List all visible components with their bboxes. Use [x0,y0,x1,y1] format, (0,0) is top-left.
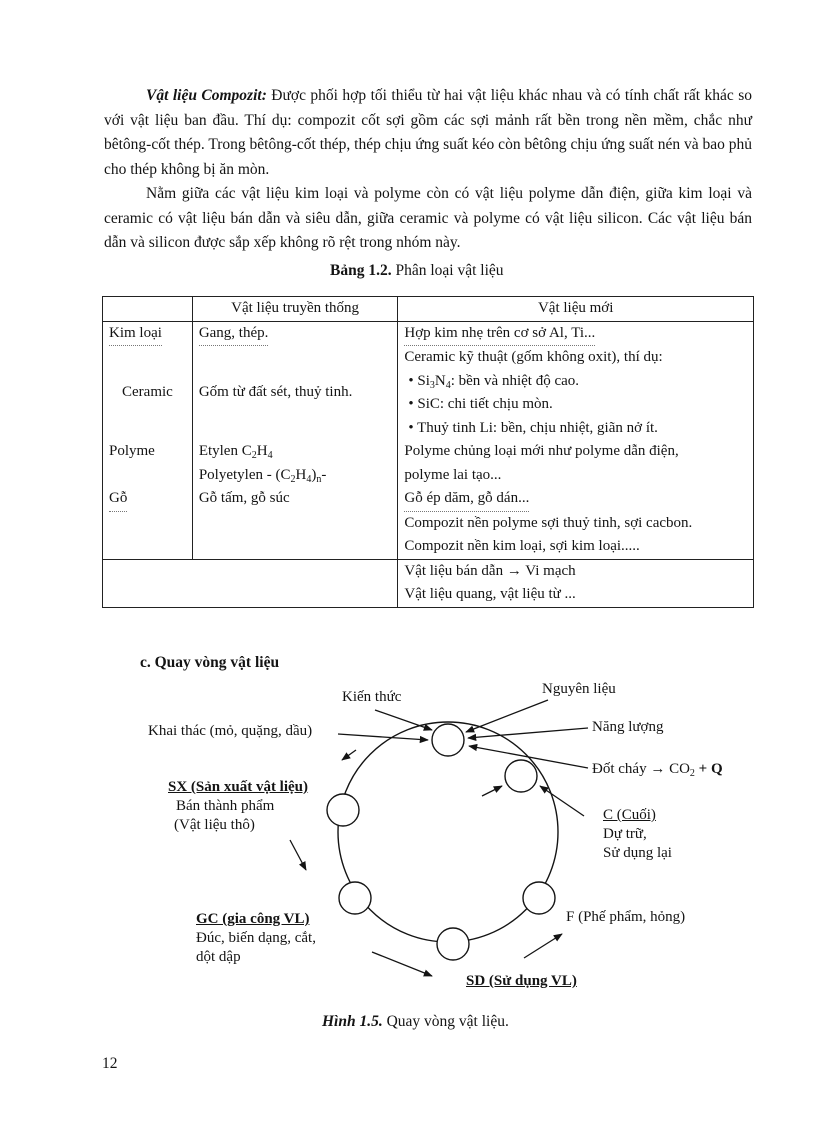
label-sd: SD (Sử dụng VL) [466,973,577,989]
label-c-line1: Dự trữ, [603,826,647,842]
arrow-sd-to-f [524,934,562,958]
label-c-line2: Sử dụng lại [603,845,672,861]
new-text-bullet-sic: • SiC: chi tiết chịu mòn. [408,396,553,412]
new-text-line: Compozit nền kim loại, sợi kim loại..... [404,538,640,554]
node-gc [339,882,371,914]
node-f [523,882,555,914]
arrow-kienthuc-in [375,710,432,730]
arrow-to-c [482,786,502,796]
new-text-line: Compozit nền polyme sợi thuỷ tinh, sợi cacbon. [404,514,693,531]
label-c-title: C (Cuối) [603,807,656,823]
header-cell-new: Vật liệu mới [398,297,754,322]
label-sx-group [168,778,308,835]
arrow-khaithac-in [338,734,428,740]
paragraph-intermediate-materials: Nằm giữa các vật liệu kim loại và polyme còn có vật liệu polyme dẫn điện, giữa kim loại và ceramic có vật liệu bán dẫn và siêu dẫn, giữa ceramic và polyme có vật liệu silicon. Các vật liệu bán dẫn và silicon được sắp xếp không rõ rệt trong nhóm này. [104,185,752,251]
formula-part: Đốt cháy → CO [592,761,690,777]
category-label: Ceramic [122,384,173,401]
paragraph-lead-term: Vật liệu Compozit: [146,87,267,104]
node-sx [327,794,359,826]
node-c [505,760,537,792]
label-gc-line1: Đúc, biến dạng, cắt, [196,930,316,946]
section-title: c. Quay vòng vật liệu [140,654,280,671]
paragraph-body: Được phối hợp tối thiểu từ hai vật liệu khác nhau và có tính chất rất khác so với vật liệu ban đầu. Thí dụ: compozit cốt sợi gồm các sợi mảnh rất bền trong nền mềm, chắc như bêtông-cốt thép. Trong bêtông-cốt thép, thép chịu ứng suất kéo còn bêtông chịu ứng suất nén và bao phủ cho thép không bị ăn mòn. [104,87,752,178]
new-text-line: Polyme chủng loại mới như polyme dẫn điện, [404,443,679,459]
page-number: 12 [102,1055,118,1072]
table-caption-text: Phân loại vật liệu [391,262,504,279]
arrow-to-sx [342,750,356,760]
arrow-sx-to-gc [290,840,306,870]
formula-part: Polyetylen - (C [198,466,291,483]
label-nguyenlieu: Nguyên liệu [542,681,616,697]
new-text: Gỗ ép dăm, gỗ dán... [404,487,529,512]
new-text-line: Vật liệu bán dẫn → Vi mạch [404,562,576,579]
formula-subscript: 4 [445,379,451,391]
formula-part: ) [311,466,317,483]
label-sx-line2: (Vật liệu thô) [174,817,255,833]
label-c-group [603,806,672,863]
formula-subscript: 4 [306,473,312,485]
category-label: Gỗ [109,487,127,512]
new-text-bullet-li-glass: • Thuỷ tinh Li: bền, chịu nhiệt, giãn nở ít. [408,419,658,436]
new-text: Hợp kim nhẹ trên cơ sở Al, Ti... [404,322,595,347]
formula-part: H [295,466,307,483]
traditional-text: Gang, thép. [199,322,269,347]
arrow-nguyenlieu-in [466,700,548,732]
traditional-text: Gốm từ đất sét, thuỷ tinh. [198,384,353,401]
formula-subscript: 4 [267,450,273,461]
label-sx-title: SX (Sản xuất vật liệu) [168,779,309,795]
header-cell-traditional: Vật liệu truyền thống [192,297,398,322]
traditional-text: Gỗ tấm, gỗ súc [198,490,290,506]
formula-subscript: 2 [251,450,257,461]
label-f: F (Phế phẩm, hỏng) [566,909,686,925]
figure-caption [322,1013,509,1031]
formula-part: + Q [694,761,723,777]
category-label: Kim loại [109,322,162,347]
figure-caption-text: Quay vòng vật liệu. [382,1013,509,1030]
category-label: Polyme [109,443,155,459]
formula-part: H [256,443,268,459]
formula-subscript: 2 [689,768,695,779]
label-nangluong: Năng lượng [592,719,664,735]
arrow-gc-to-sd [372,952,432,976]
formula-subscript: 3 [429,379,435,391]
node-top [432,724,464,756]
label-sx-line1: Bán thành phẩm [176,798,275,814]
formula-part: N [434,372,446,389]
label-kienthuc: Kiến thức [342,689,402,705]
new-text-line: Ceramic kỹ thuật (gốm không oxit), thí dụ: [404,349,663,365]
formula-subscript: 2 [290,473,296,485]
arrow-c-label [540,786,584,816]
formula-part: Etylen C [198,443,252,459]
label-khaithac: Khai thác (mỏ, quặng, dầu) [148,723,313,739]
formula-subscript: n [316,473,322,485]
table-caption-number: Bảng 1.2. [330,262,392,279]
new-text-line: polyme lai tạo... [404,466,502,483]
label-gc-title: GC (gia công VL) [196,911,310,927]
formula-part: : bền và nhiệt độ cao. [450,372,580,389]
label-dotchay [592,760,723,779]
label-gc-group [196,910,316,967]
label-gc-line2: dột dập [196,949,241,965]
node-sd [437,928,469,960]
formula-part: • Si [408,372,430,389]
new-text-line: Vật liệu quang, vật liệu từ ... [404,586,576,602]
figure-caption-number: Hình 1.5. [322,1013,383,1030]
formula-part: - [321,466,327,483]
